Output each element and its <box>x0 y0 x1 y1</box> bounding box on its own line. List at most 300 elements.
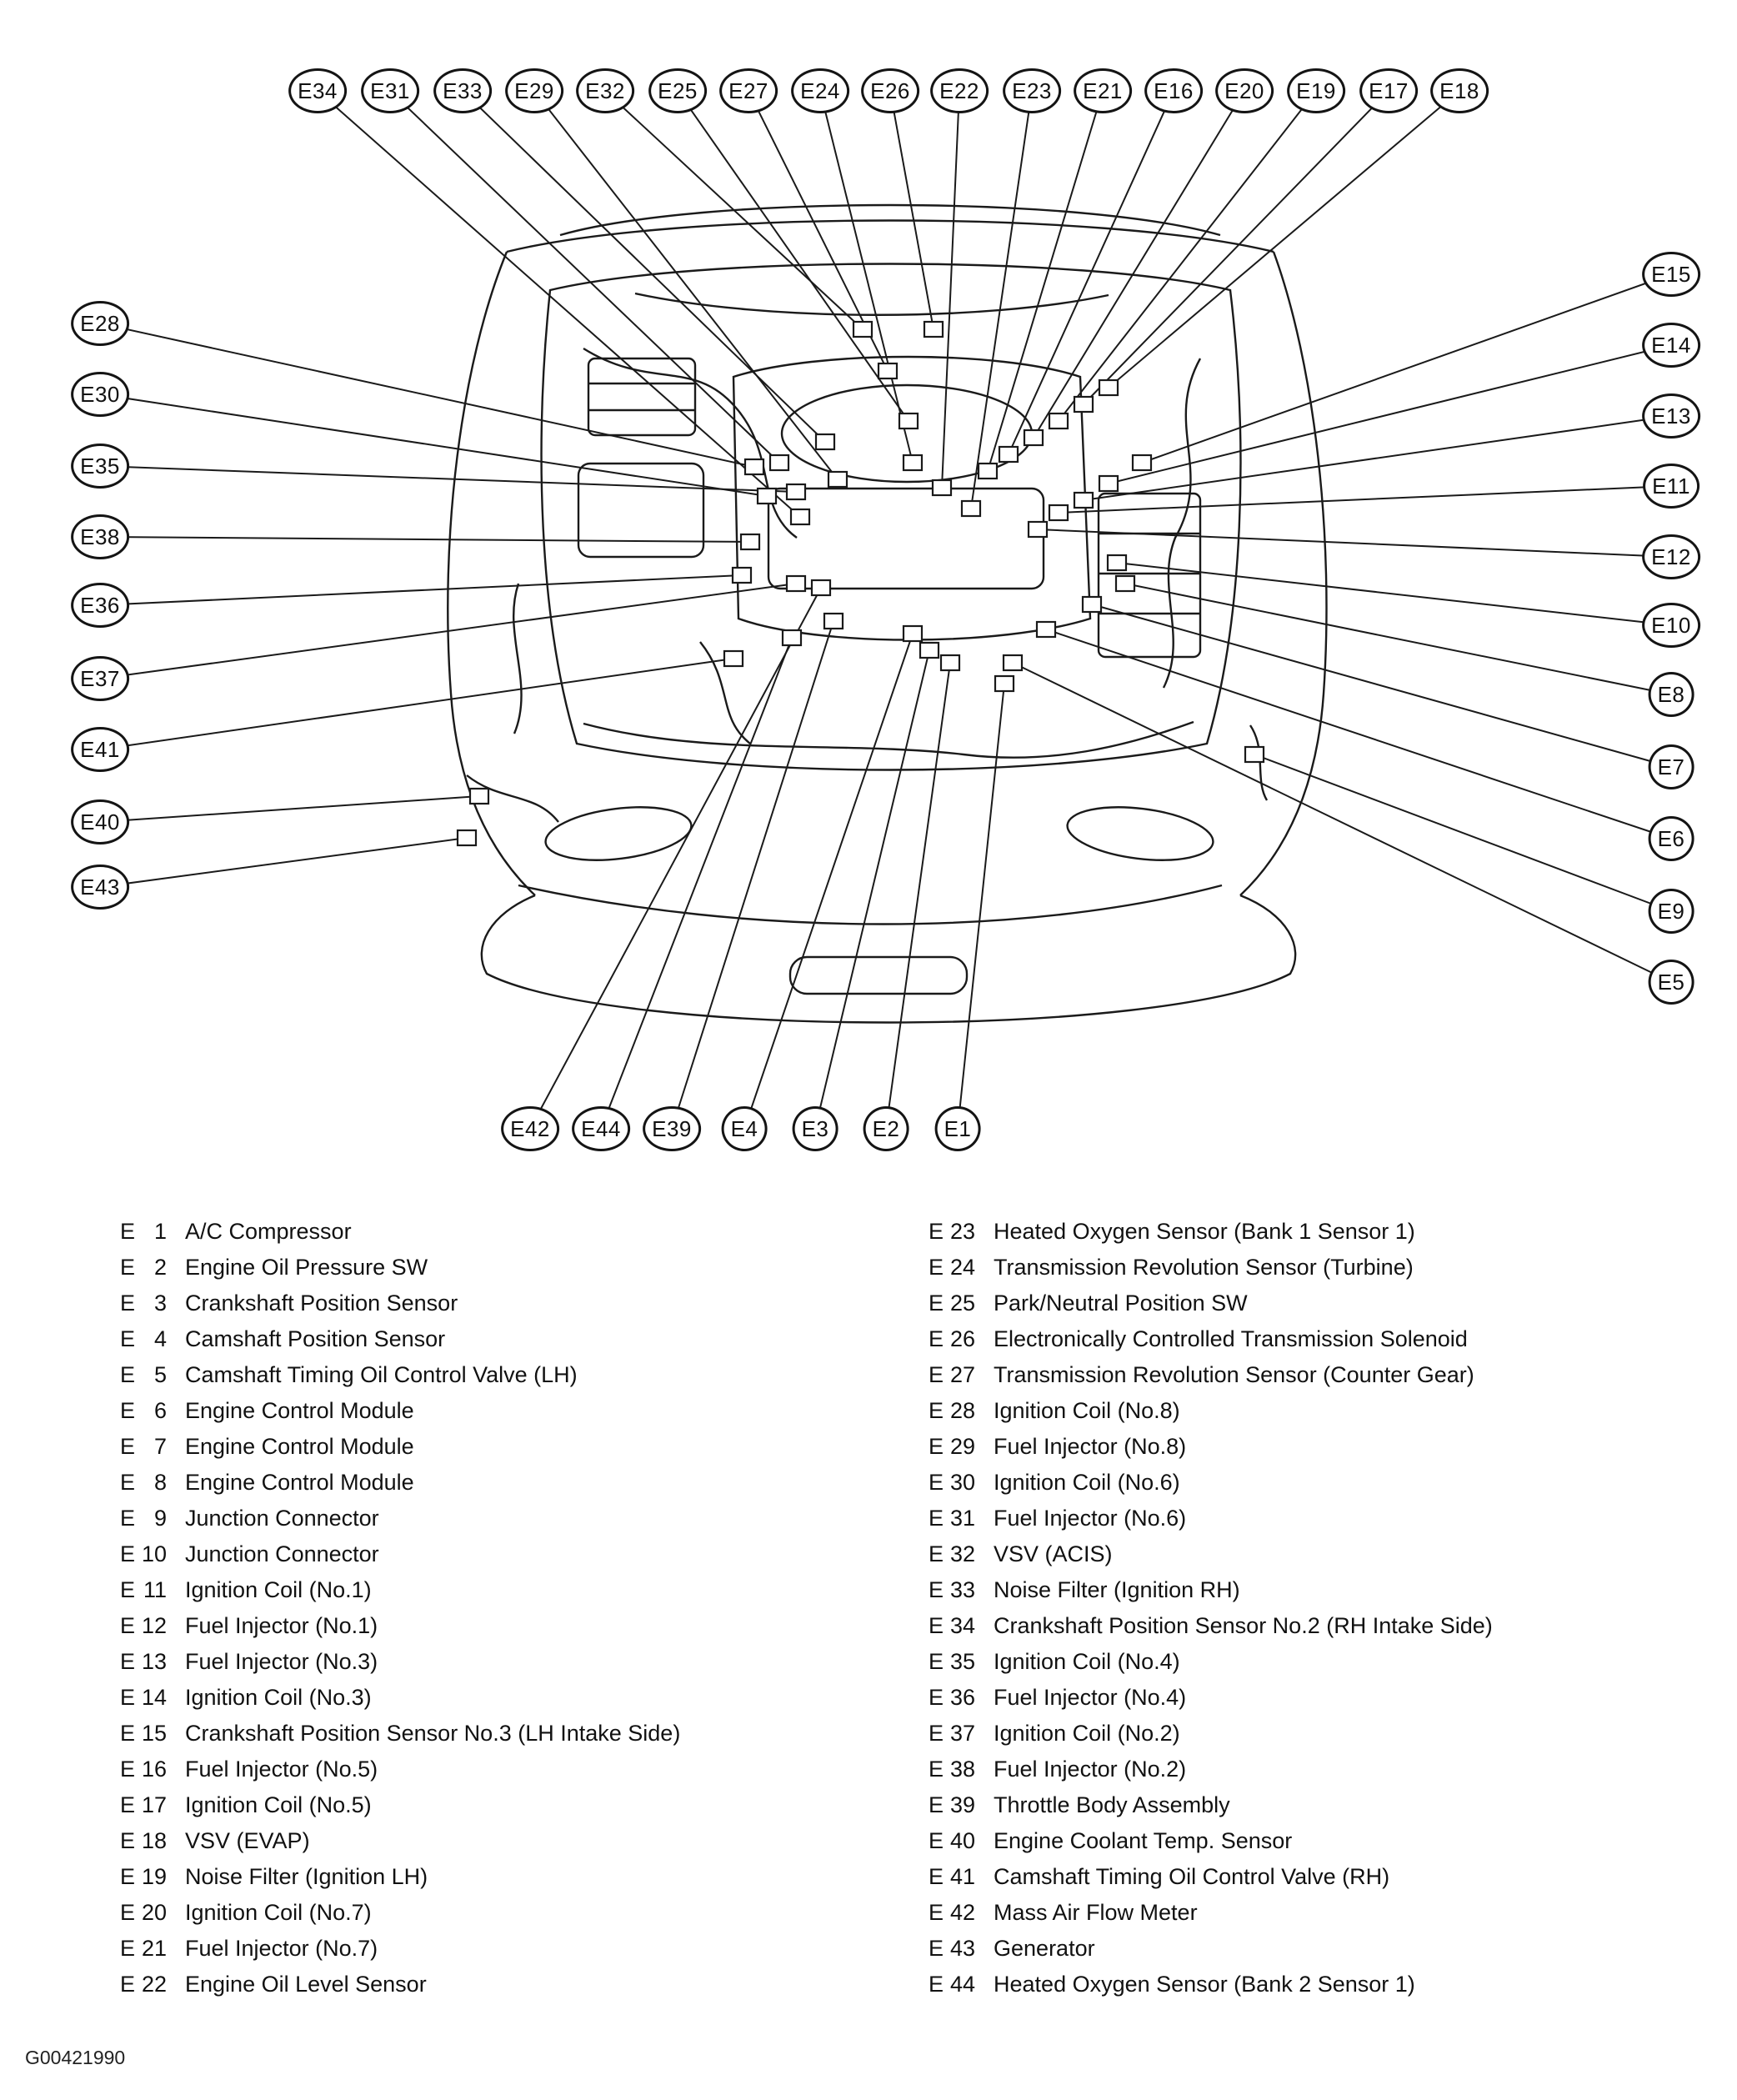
connector-mark-e4 <box>904 626 922 641</box>
legend-code-number: 30 <box>949 1470 976 1495</box>
legend-code-prefix: E <box>120 1828 136 1853</box>
callout-e35: E35 <box>71 444 129 489</box>
legend-component-name: Fuel Injector (No.1) <box>185 1613 378 1638</box>
legend-item-e40 <box>929 1828 1493 1864</box>
legend-component-name: Junction Connector <box>185 1541 379 1566</box>
callout-e16: E16 <box>1144 68 1203 113</box>
legend-component-name: Engine Control Module <box>185 1434 414 1459</box>
legend-code-prefix: E <box>120 1506 136 1531</box>
leader-line-e8 <box>1125 584 1671 694</box>
leader-line-e1 <box>958 684 1004 1129</box>
legend-code-number: 5 <box>153 1362 168 1387</box>
legend-component-name: Heated Oxygen Sensor (Bank 1 Sensor 1) <box>994 1219 1415 1244</box>
callout-e5: E5 <box>1649 960 1694 1005</box>
front-bumper-outline <box>482 895 1295 1023</box>
connector-mark-e2 <box>941 655 959 670</box>
legend-code-number: 18 <box>141 1828 168 1853</box>
leader-line-e32 <box>605 91 863 329</box>
right-headlight <box>1064 799 1216 867</box>
connector-mark-e21 <box>979 464 997 479</box>
legend-code-number: 9 <box>153 1506 168 1531</box>
connector-mark-e33 <box>816 434 834 449</box>
leader-line-e34 <box>318 91 800 517</box>
leader-line-e13 <box>1084 416 1671 500</box>
legend-code-number: 15 <box>141 1721 168 1746</box>
connector-mark-e8 <box>1116 576 1134 591</box>
legend-item-e17 <box>120 1792 680 1828</box>
legend-code-number: 16 <box>141 1757 168 1782</box>
legend-code-number: 38 <box>949 1757 976 1782</box>
callout-e13: E13 <box>1642 393 1700 439</box>
legend-component-name: Transmission Revolution Sensor (Turbine) <box>994 1255 1414 1280</box>
legend-code-prefix: E <box>120 1900 136 1925</box>
legend-code-number: 6 <box>153 1398 168 1423</box>
leader-line-e14 <box>1109 345 1671 484</box>
legend-item-e38 <box>929 1757 1493 1792</box>
legend-item-e10 <box>120 1541 680 1577</box>
callout-e12: E12 <box>1642 534 1700 579</box>
legend-item-e42 <box>929 1900 1493 1936</box>
callout-e8: E8 <box>1649 672 1694 717</box>
connector-mark-e12 <box>1029 522 1047 537</box>
callout-e7: E7 <box>1649 744 1694 789</box>
legend-component-name: Engine Control Module <box>185 1398 414 1423</box>
callout-e40: E40 <box>71 799 129 845</box>
connector-mark-e31 <box>770 455 788 470</box>
callout-e9: E9 <box>1649 889 1694 934</box>
legend-code-prefix: E <box>929 1434 944 1459</box>
leader-line-e36 <box>100 575 742 605</box>
connector-mark-e34 <box>791 509 809 524</box>
legend-code-prefix: E <box>929 1649 944 1674</box>
legend-code-number: 41 <box>949 1864 976 1889</box>
legend-component-name: Crankshaft Position Sensor No.3 (LH Intake Side) <box>185 1721 681 1746</box>
legend-code-prefix: E <box>929 1613 944 1638</box>
callout-e36: E36 <box>71 583 129 628</box>
legend-component-name: Fuel Injector (No.7) <box>185 1936 378 1961</box>
legend-code-number: 29 <box>949 1434 976 1459</box>
callout-e2: E2 <box>863 1106 909 1151</box>
legend-item-e15 <box>120 1721 680 1757</box>
legend-code-number: 43 <box>949 1936 976 1961</box>
legend-item-e29 <box>929 1434 1493 1470</box>
legend-code-prefix: E <box>120 1864 136 1889</box>
leader-line-e25 <box>678 91 909 421</box>
legend-code-number: 23 <box>949 1219 976 1244</box>
callout-e11: E11 <box>1643 464 1699 509</box>
connector-mark-e32 <box>853 322 872 337</box>
callout-e37: E37 <box>71 656 129 701</box>
right-fender-line <box>1240 252 1326 895</box>
legend-code-number: 42 <box>949 1900 976 1925</box>
legend-code-number: 34 <box>949 1613 976 1638</box>
legend-code-prefix: E <box>120 1434 136 1459</box>
legend-component-name: Throttle Body Assembly <box>994 1792 1230 1817</box>
legend-component-name: VSV (EVAP) <box>185 1828 310 1853</box>
legend-code-number: 40 <box>949 1828 976 1853</box>
legend-component-name: Camshaft Position Sensor <box>185 1326 446 1351</box>
legend-code-number: 4 <box>153 1326 168 1351</box>
legend-code-prefix: E <box>120 1649 136 1674</box>
leader-line-e29 <box>534 91 838 479</box>
legend-item-e8 <box>120 1470 680 1506</box>
legend-code-number: 7 <box>153 1434 168 1459</box>
legend-component-name: Electronically Controlled Transmission Solenoid <box>994 1326 1468 1351</box>
connector-mark-e29 <box>828 472 847 487</box>
legend-code-number: 25 <box>949 1291 976 1316</box>
legend-component-name: Junction Connector <box>185 1506 379 1531</box>
legend-item-e33 <box>929 1577 1493 1613</box>
legend-item-e44 <box>929 1972 1493 2007</box>
legend-component-name: Ignition Coil (No.8) <box>994 1398 1180 1423</box>
legend-component-name: Noise Filter (Ignition RH) <box>994 1577 1240 1602</box>
legend-component-name: Camshaft Timing Oil Control Valve (RH) <box>994 1864 1390 1889</box>
legend-component-name: Fuel Injector (No.4) <box>994 1685 1187 1710</box>
leader-line-e40 <box>100 796 479 822</box>
harness-branch-left-down <box>513 584 521 734</box>
connector-mark-e38 <box>741 534 759 549</box>
callout-e44: E44 <box>572 1106 630 1151</box>
legend-component-name: Fuel Injector (No.8) <box>994 1434 1187 1459</box>
legend-item-e21 <box>120 1936 680 1972</box>
legend-item-e31 <box>929 1506 1493 1541</box>
leader-line-e9 <box>1254 754 1671 911</box>
connector-mark-e23 <box>962 501 980 516</box>
legend-code-prefix: E <box>929 1219 944 1244</box>
legend-code-prefix: E <box>929 1506 944 1531</box>
legend-code-number: 39 <box>949 1792 976 1817</box>
callout-e17: E17 <box>1359 68 1418 113</box>
legend-code-prefix: E <box>120 1972 136 1997</box>
callout-e30: E30 <box>71 372 129 417</box>
leader-line-e31 <box>390 91 779 463</box>
legend-code-prefix: E <box>929 1936 944 1961</box>
legend-code-number: 24 <box>949 1255 976 1280</box>
legend-item-e26 <box>929 1326 1493 1362</box>
legend-component-name: Crankshaft Position Sensor <box>185 1291 458 1316</box>
legend-code-prefix: E <box>120 1757 136 1782</box>
callout-e34: E34 <box>288 68 347 113</box>
connector-mark-e18 <box>1099 380 1118 395</box>
legend-code-prefix: E <box>929 1291 944 1316</box>
leader-line-e4 <box>744 634 913 1129</box>
legend-code-prefix: E <box>929 1326 944 1351</box>
legend-code-number: 32 <box>949 1541 976 1566</box>
legend-code-number: 26 <box>949 1326 976 1351</box>
connector-mark-e17 <box>1074 397 1093 412</box>
legend-code-prefix: E <box>120 1219 136 1244</box>
fuse-box <box>588 358 695 435</box>
callout-e6: E6 <box>1649 816 1694 861</box>
legend-item-e9 <box>120 1506 680 1541</box>
callout-e28: E28 <box>71 301 129 346</box>
legend-code-number: 8 <box>153 1470 168 1495</box>
connector-mark-e14 <box>1099 476 1118 491</box>
connector-mark-e27 <box>879 363 897 378</box>
legend-code-number: 35 <box>949 1649 976 1674</box>
legend-item-e18 <box>120 1828 680 1864</box>
legend-component-name: Park/Neutral Position SW <box>994 1291 1248 1316</box>
connector-mark-e25 <box>899 413 918 429</box>
legend-code-prefix: E <box>120 1362 136 1387</box>
legend-item-e14 <box>120 1685 680 1721</box>
legend-column-right <box>929 1219 1493 2007</box>
legend-code-number: 31 <box>949 1506 976 1531</box>
legend-component-name: Ignition Coil (No.5) <box>185 1792 372 1817</box>
legend-column-left <box>120 1219 680 2007</box>
legend-item-e11 <box>120 1577 680 1613</box>
connector-mark-e39 <box>824 614 843 629</box>
legend-code-number: 1 <box>153 1219 168 1244</box>
legend-component-name: Fuel Injector (No.6) <box>994 1506 1187 1531</box>
connector-mark-e36 <box>733 568 751 583</box>
harness-run-front <box>583 722 1194 758</box>
legend-item-e27 <box>929 1362 1493 1398</box>
callout-e25: E25 <box>648 68 707 113</box>
legend-code-prefix: E <box>929 1757 944 1782</box>
legend-component-name: Mass Air Flow Meter <box>994 1900 1198 1925</box>
legend-item-e5 <box>120 1362 680 1398</box>
connector-mark-e35 <box>787 484 805 499</box>
legend-code-number: 21 <box>141 1936 168 1961</box>
connector-mark-e16 <box>999 447 1018 462</box>
legend-code-prefix: E <box>120 1470 136 1495</box>
legend-item-e20 <box>120 1900 680 1936</box>
legend-code-prefix: E <box>929 1828 944 1853</box>
legend-item-e24 <box>929 1255 1493 1291</box>
legend-item-e43 <box>929 1936 1493 1972</box>
legend-code-number: 17 <box>141 1792 168 1817</box>
callout-e43: E43 <box>71 865 129 910</box>
legend-component-name: Engine Oil Level Sensor <box>185 1972 427 1997</box>
legend-code-number: 22 <box>141 1972 168 1997</box>
fascia-top-line <box>518 885 1222 925</box>
legend-code-number: 19 <box>141 1864 168 1889</box>
callout-e38: E38 <box>71 514 129 559</box>
callout-e21: E21 <box>1074 68 1132 113</box>
legend-component-name: Ignition Coil (No.3) <box>185 1685 372 1710</box>
legend-code-number: 36 <box>949 1685 976 1710</box>
legend-code-prefix: E <box>929 1721 944 1746</box>
legend-item-e2 <box>120 1255 680 1291</box>
legend-item-e36 <box>929 1685 1493 1721</box>
legend-code-number: 3 <box>153 1291 168 1316</box>
callout-e26: E26 <box>861 68 919 113</box>
callout-e15: E15 <box>1642 252 1700 297</box>
legend-code-prefix: E <box>929 1972 944 1997</box>
legend-component-name: Generator <box>994 1936 1095 1961</box>
legend-code-prefix: E <box>929 1398 944 1423</box>
legend-item-e3 <box>120 1291 680 1326</box>
legend-component-name: Crankshaft Position Sensor No.2 (RH Intake Side) <box>994 1613 1493 1638</box>
legend-code-prefix: E <box>120 1291 136 1316</box>
legend-item-e41 <box>929 1864 1493 1900</box>
legend-item-e13 <box>120 1649 680 1685</box>
callout-e19: E19 <box>1287 68 1345 113</box>
connector-mark-e19 <box>1049 413 1068 429</box>
legend-code-prefix: E <box>929 1577 944 1602</box>
legend-code-number: 14 <box>141 1685 168 1710</box>
legend-code-number: 13 <box>141 1649 168 1674</box>
legend-code-prefix: E <box>929 1255 944 1280</box>
connector-mark-e15 <box>1133 455 1151 470</box>
legend-code-prefix: E <box>929 1900 944 1925</box>
legend-component-name: VSV (ACIS) <box>994 1541 1113 1566</box>
legend-code-prefix: E <box>120 1685 136 1710</box>
legend-component-name: Ignition Coil (No.1) <box>185 1577 372 1602</box>
legend-code-prefix: E <box>929 1792 944 1817</box>
legend-code-prefix: E <box>120 1255 136 1280</box>
connector-mark-e26 <box>924 322 943 337</box>
connector-mark-e20 <box>1024 430 1043 445</box>
leader-line-e18 <box>1109 91 1459 388</box>
leader-line-e38 <box>100 537 750 542</box>
legend-code-prefix: E <box>120 1541 136 1566</box>
connector-mark-e3 <box>920 643 939 658</box>
connector-mark-e43 <box>458 830 476 845</box>
connector-mark-e13 <box>1074 493 1093 508</box>
legend-item-e23 <box>929 1219 1493 1255</box>
callout-e20: E20 <box>1215 68 1274 113</box>
legend-component-name: A/C Compressor <box>185 1219 352 1244</box>
leader-line-e12 <box>1038 529 1671 557</box>
callout-e27: E27 <box>719 68 778 113</box>
legend-component-name: Ignition Coil (No.6) <box>994 1470 1180 1495</box>
legend-item-e4 <box>120 1326 680 1362</box>
leader-line-e35 <box>100 466 796 492</box>
legend-code-prefix: E <box>120 1326 136 1351</box>
legend-item-e1 <box>120 1219 680 1255</box>
legend-component-name: Heated Oxygen Sensor (Bank 2 Sensor 1) <box>994 1972 1415 1997</box>
callout-e24: E24 <box>791 68 849 113</box>
legend-item-e7 <box>120 1434 680 1470</box>
legend-code-prefix: E <box>120 1613 136 1638</box>
legend-component-name: Ignition Coil (No.4) <box>994 1649 1180 1674</box>
connector-mark-e40 <box>470 789 488 804</box>
leader-line-e39 <box>672 621 833 1129</box>
leader-line-e43 <box>100 838 467 887</box>
callout-e32: E32 <box>576 68 634 113</box>
connector-mark-e42 <box>812 580 830 595</box>
connector-mark-e24 <box>904 455 922 470</box>
legend-code-prefix: E <box>120 1792 136 1817</box>
legend-code-prefix: E <box>929 1541 944 1566</box>
leader-line-e20 <box>1034 91 1244 438</box>
legend-component-name: Fuel Injector (No.3) <box>185 1649 378 1674</box>
legend-component-name: Engine Coolant Temp. Sensor <box>994 1828 1293 1853</box>
callout-e22: E22 <box>930 68 989 113</box>
callout-e14: E14 <box>1642 323 1700 368</box>
legend-item-e35 <box>929 1649 1493 1685</box>
engine-bay-opening <box>542 264 1241 770</box>
callout-e4: E4 <box>722 1106 768 1151</box>
legend-component-name: Fuel Injector (No.2) <box>994 1757 1187 1782</box>
leader-line-e44 <box>601 638 792 1129</box>
legend-component-name: Ignition Coil (No.7) <box>185 1900 372 1925</box>
legend-code-prefix: E <box>929 1470 944 1495</box>
callout-e3: E3 <box>793 1106 838 1151</box>
legend-code-number: 11 <box>143 1577 168 1602</box>
leader-line-e15 <box>1142 274 1671 463</box>
legend-code-prefix: E <box>929 1685 944 1710</box>
legend-code-number: 10 <box>141 1541 168 1566</box>
legend-item-e34 <box>929 1613 1493 1649</box>
callout-e39: E39 <box>643 1106 701 1151</box>
legend-code-number: 2 <box>153 1255 168 1280</box>
legend-code-prefix: E <box>929 1362 944 1387</box>
leader-lines <box>100 91 1671 1129</box>
connector-mark-e10 <box>1108 555 1126 570</box>
connector-mark-e7 <box>1083 597 1101 612</box>
legend-code-prefix: E <box>120 1398 136 1423</box>
legend-item-e16 <box>120 1757 680 1792</box>
connector-mark-e22 <box>933 480 951 495</box>
legend-code-prefix: E <box>929 1864 944 1889</box>
legend-code-number: 37 <box>949 1721 976 1746</box>
connector-mark-e44 <box>783 630 801 645</box>
legend-item-e32 <box>929 1541 1493 1577</box>
callout-e18: E18 <box>1430 68 1489 113</box>
callout-e41: E41 <box>71 727 129 772</box>
connector-mark-e1 <box>995 676 1014 691</box>
legend-code-number: 44 <box>949 1972 976 1997</box>
legend-item-e25 <box>929 1291 1493 1326</box>
legend-item-e6 <box>120 1398 680 1434</box>
callout-e29: E29 <box>505 68 563 113</box>
connector-mark-e30 <box>758 489 776 504</box>
leader-line-e24 <box>820 91 913 463</box>
leader-line-e23 <box>971 91 1032 509</box>
leader-line-e26 <box>890 91 934 329</box>
legend-component-name: Ignition Coil (No.2) <box>994 1721 1180 1746</box>
left-headlight <box>543 799 694 867</box>
connector-mark-e28 <box>745 459 763 474</box>
leader-line-e5 <box>1013 663 1671 982</box>
legend-code-prefix: E <box>120 1577 136 1602</box>
legend-code-prefix: E <box>120 1721 136 1746</box>
legend-item-e22 <box>120 1972 680 2007</box>
leader-line-e3 <box>815 650 929 1129</box>
figure-code: G00421990 <box>25 2047 126 2068</box>
legend-component-name: Transmission Revolution Sensor (Counter Gear) <box>994 1362 1474 1387</box>
legend-item-e30 <box>929 1470 1493 1506</box>
legend-component-name: Fuel Injector (No.5) <box>185 1757 378 1782</box>
legend-item-e37 <box>929 1721 1493 1757</box>
legend-component-name: Engine Oil Pressure SW <box>185 1255 428 1280</box>
legend-code-number: 28 <box>949 1398 976 1423</box>
callout-e1: E1 <box>935 1106 981 1151</box>
legend-item-e19 <box>120 1864 680 1900</box>
callout-e42: E42 <box>501 1106 559 1151</box>
leader-line-e6 <box>1046 629 1671 839</box>
legend-code-number: 20 <box>141 1900 168 1925</box>
callout-e31: E31 <box>361 68 419 113</box>
leader-line-e22 <box>942 91 959 488</box>
callout-e33: E33 <box>433 68 492 113</box>
connector-mark-e11 <box>1049 505 1068 520</box>
legend-item-e12 <box>120 1613 680 1649</box>
legend-component-name: Engine Control Module <box>185 1470 414 1495</box>
cowl-line <box>507 221 1274 253</box>
connector-mark-e37 <box>787 576 805 591</box>
legend-item-e39 <box>929 1792 1493 1828</box>
grille-opening <box>790 957 967 994</box>
callout-e23: E23 <box>1003 68 1061 113</box>
connector-mark-e6 <box>1037 622 1055 637</box>
callout-e10: E10 <box>1642 603 1700 648</box>
legend-component-name: Camshaft Timing Oil Control Valve (LH) <box>185 1362 578 1387</box>
legend-component-name: Noise Filter (Ignition LH) <box>185 1864 428 1889</box>
